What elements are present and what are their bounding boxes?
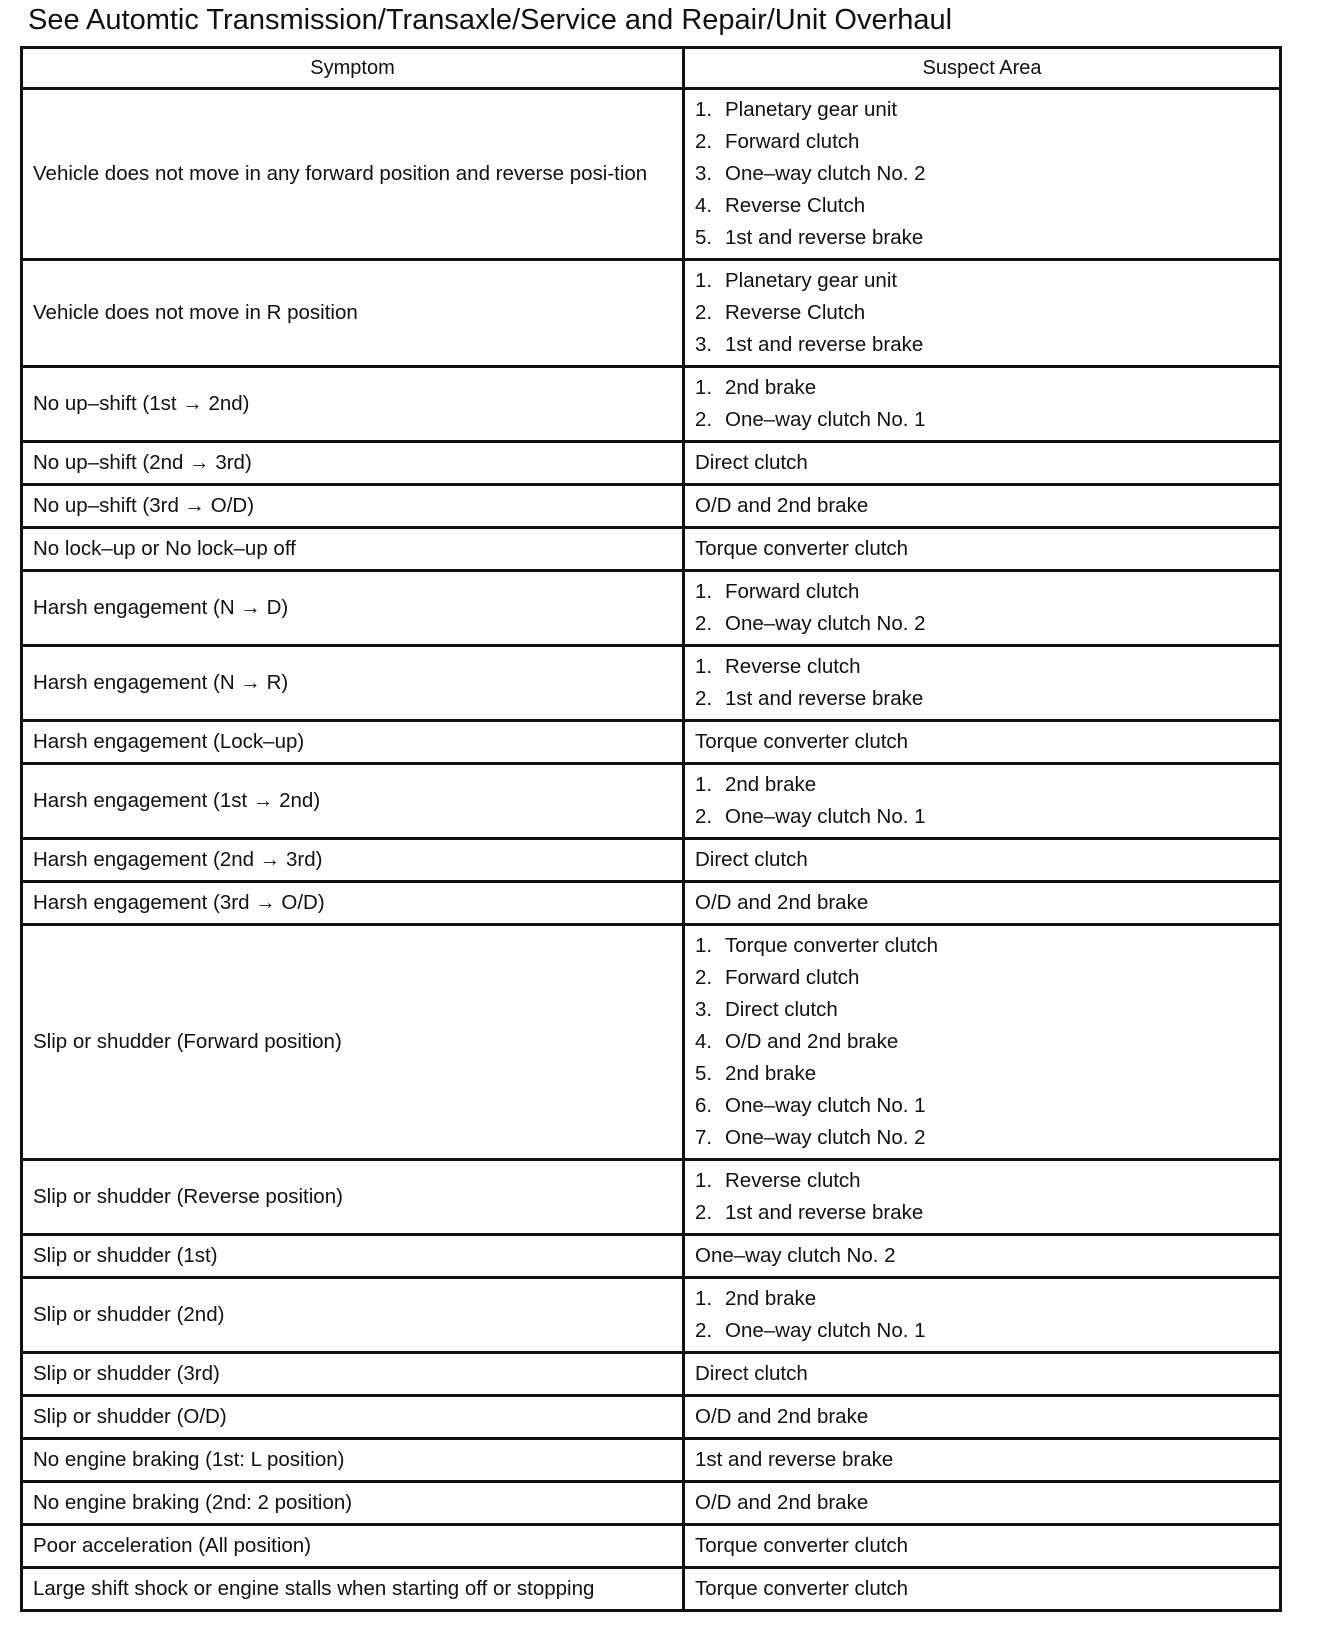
list-number: 4. [695, 1030, 713, 1053]
list-number: 2. [695, 612, 713, 635]
suspect-list-item [695, 1315, 1269, 1347]
list-number: 2. [695, 805, 713, 828]
table-row [22, 571, 1281, 646]
suspect-text: O/D and 2nd brake [695, 494, 869, 517]
list-number: 7. [695, 1126, 713, 1149]
suspect-text: 1st and reverse brake [695, 1448, 894, 1471]
suspect-area-cell [684, 882, 1281, 925]
suspect-list-item [695, 265, 1269, 297]
suspect-list [695, 265, 1269, 361]
suspect-list-item [695, 190, 1269, 222]
symptom-cell: Vehicle does not move in R position [22, 260, 684, 367]
table-header-row [22, 48, 1281, 89]
suspect-list-item [695, 930, 1269, 962]
suspect-list-item [695, 1122, 1269, 1154]
table-row [22, 485, 1281, 528]
suspect-text: Direct clutch [695, 451, 808, 474]
suspect-text: Forward clutch [725, 130, 860, 153]
table-row [22, 1353, 1281, 1396]
list-number: 1. [695, 655, 713, 678]
suspect-list [695, 769, 1269, 833]
suspect-list-item [695, 1283, 1269, 1315]
symptom-cell: No up–shift (3rd → O/D) [22, 485, 684, 528]
suspect-list-item [695, 962, 1269, 994]
suspect-text: Torque converter clutch [695, 1577, 909, 1600]
suspect-area-cell [684, 1160, 1281, 1235]
table-row [22, 721, 1281, 764]
suspect-list-item [695, 94, 1269, 126]
list-number: 2. [695, 130, 713, 153]
suspect-list [695, 1165, 1269, 1229]
suspect-text: 2nd brake [725, 1287, 817, 1310]
symptom-cell: No engine braking (2nd: 2 position) [22, 1482, 684, 1525]
table-row [22, 1525, 1281, 1568]
suspect-list-item [695, 126, 1269, 158]
suspect-list-item [695, 769, 1269, 801]
list-number: 1. [695, 376, 713, 399]
suspect-list-item [695, 576, 1269, 608]
suspect-list-item [695, 329, 1269, 361]
suspect-list-item [695, 994, 1269, 1026]
suspect-text: Reverse clutch [725, 1169, 861, 1192]
suspect-text: One–way clutch No. 1 [725, 1319, 926, 1342]
suspect-text: O/D and 2nd brake [725, 1030, 899, 1053]
suspect-text: Planetary gear unit [725, 98, 898, 121]
list-number: 1. [695, 1287, 713, 1310]
table-row [22, 925, 1281, 1160]
suspect-area-cell [684, 89, 1281, 260]
suspect-text: One–way clutch No. 2 [725, 162, 926, 185]
list-number: 2. [695, 1201, 713, 1224]
suspect-area-cell [684, 442, 1281, 485]
symptom-cell: No up–shift (1st → 2nd) [22, 367, 684, 442]
suspect-list [695, 576, 1269, 640]
suspect-area-cell [684, 925, 1281, 1160]
list-number: 3. [695, 998, 713, 1021]
suspect-text: Torque converter clutch [695, 730, 909, 753]
suspect-text: 2nd brake [725, 773, 817, 796]
suspect-area-cell [684, 1568, 1281, 1611]
suspect-area-cell [684, 1278, 1281, 1353]
suspect-list-item [695, 651, 1269, 683]
suspect-area-cell [684, 1396, 1281, 1439]
table-row [22, 89, 1281, 260]
list-number: 3. [695, 162, 713, 185]
suspect-text: Torque converter clutch [695, 1534, 909, 1557]
suspect-text: O/D and 2nd brake [695, 891, 869, 914]
list-number: 1. [695, 1169, 713, 1192]
suspect-text: One–way clutch No. 2 [695, 1244, 896, 1267]
suspect-area-column-header: Suspect Area [684, 48, 1281, 89]
symptom-cell: No lock–up or No lock–up off [22, 528, 684, 571]
symptom-cell: Harsh engagement (1st → 2nd) [22, 764, 684, 839]
table-row [22, 442, 1281, 485]
page-title: See Automtic Transmission/Transaxle/Service and Repair/Unit Overhaul [28, 4, 953, 36]
suspect-text: One–way clutch No. 2 [725, 612, 926, 635]
suspect-text: Planetary gear unit [725, 269, 898, 292]
list-number: 5. [695, 1062, 713, 1085]
table-row [22, 1482, 1281, 1525]
symptom-cell: Slip or shudder (1st) [22, 1235, 684, 1278]
list-number: 2. [695, 301, 713, 324]
suspect-text: 1st and reverse brake [725, 687, 924, 710]
suspect-area-cell [684, 1235, 1281, 1278]
suspect-text: O/D and 2nd brake [695, 1405, 869, 1428]
suspect-text: Reverse Clutch [725, 194, 866, 217]
suspect-list-item [695, 1026, 1269, 1058]
suspect-list-item [695, 683, 1269, 715]
suspect-text: O/D and 2nd brake [695, 1491, 869, 1514]
suspect-area-cell [684, 764, 1281, 839]
suspect-text: 2nd brake [725, 376, 817, 399]
symptom-cell: Slip or shudder (O/D) [22, 1396, 684, 1439]
suspect-text: Reverse Clutch [725, 301, 866, 324]
table-row [22, 1160, 1281, 1235]
symptom-cell: Harsh engagement (2nd → 3rd) [22, 839, 684, 882]
list-number: 2. [695, 1319, 713, 1342]
suspect-list-item [695, 404, 1269, 436]
suspect-list-item [695, 1165, 1269, 1197]
suspect-area-cell [684, 260, 1281, 367]
list-number: 1. [695, 269, 713, 292]
suspect-list-item [695, 372, 1269, 404]
table-row [22, 367, 1281, 442]
suspect-list [695, 651, 1269, 715]
suspect-text: Torque converter clutch [695, 537, 909, 560]
suspect-text: Reverse clutch [725, 655, 861, 678]
suspect-area-cell [684, 646, 1281, 721]
suspect-text: One–way clutch No. 2 [725, 1126, 926, 1149]
suspect-area-cell [684, 1482, 1281, 1525]
suspect-list-item [695, 1058, 1269, 1090]
suspect-area-cell [684, 1439, 1281, 1482]
suspect-area-cell [684, 721, 1281, 764]
suspect-list-item [695, 801, 1269, 833]
suspect-text: 1st and reverse brake [725, 333, 924, 356]
suspect-text: One–way clutch No. 1 [725, 1094, 926, 1117]
suspect-list-item [695, 158, 1269, 190]
symptom-table [20, 46, 1282, 1612]
suspect-area-cell [684, 1353, 1281, 1396]
suspect-list-item [695, 608, 1269, 640]
list-number: 2. [695, 966, 713, 989]
list-number: 1. [695, 773, 713, 796]
suspect-area-cell [684, 485, 1281, 528]
suspect-text: One–way clutch No. 1 [725, 805, 926, 828]
suspect-text: Direct clutch [725, 998, 838, 1021]
suspect-area-cell [684, 839, 1281, 882]
suspect-list [695, 94, 1269, 254]
suspect-area-cell [684, 528, 1281, 571]
suspect-list-item [695, 1090, 1269, 1122]
table-row [22, 528, 1281, 571]
table-row [22, 839, 1281, 882]
symptom-cell: Slip or shudder (3rd) [22, 1353, 684, 1396]
table-row [22, 646, 1281, 721]
suspect-text: Torque converter clutch [725, 934, 939, 957]
list-number: 3. [695, 333, 713, 356]
table-row [22, 1568, 1281, 1611]
suspect-text: 1st and reverse brake [725, 226, 924, 249]
list-number: 1. [695, 934, 713, 957]
list-number: 6. [695, 1094, 713, 1117]
table-row [22, 1439, 1281, 1482]
suspect-list [695, 930, 1269, 1154]
suspect-area-cell [684, 1525, 1281, 1568]
table-row [22, 260, 1281, 367]
suspect-list [695, 1283, 1269, 1347]
suspect-text: 2nd brake [725, 1062, 817, 1085]
symptom-cell: No engine braking (1st: L position) [22, 1439, 684, 1482]
list-number: 1. [695, 580, 713, 603]
suspect-list-item [695, 1197, 1269, 1229]
list-number: 4. [695, 194, 713, 217]
suspect-list-item [695, 222, 1269, 254]
list-number: 1. [695, 98, 713, 121]
symptom-cell: Poor acceleration (All position) [22, 1525, 684, 1568]
suspect-area-cell [684, 367, 1281, 442]
table-row [22, 764, 1281, 839]
symptom-cell: Slip or shudder (Forward position) [22, 925, 684, 1160]
suspect-list [695, 372, 1269, 436]
symptom-cell: Harsh engagement (N → R) [22, 646, 684, 721]
symptom-cell: Harsh engagement (N → D) [22, 571, 684, 646]
symptom-cell: No up–shift (2nd → 3rd) [22, 442, 684, 485]
symptom-cell: Harsh engagement (3rd → O/D) [22, 882, 684, 925]
suspect-text: Forward clutch [725, 580, 860, 603]
table-row [22, 1396, 1281, 1439]
suspect-text: Forward clutch [725, 966, 860, 989]
table-body [22, 89, 1281, 1611]
symptom-cell: Harsh engagement (Lock–up) [22, 721, 684, 764]
suspect-text: 1st and reverse brake [725, 1201, 924, 1224]
symptom-cell: Slip or shudder (2nd) [22, 1278, 684, 1353]
table-row [22, 882, 1281, 925]
symptom-column-header: Symptom [22, 48, 684, 89]
suspect-text: One–way clutch No. 1 [725, 408, 926, 431]
suspect-text: Direct clutch [695, 1362, 808, 1385]
table-row [22, 1278, 1281, 1353]
symptom-cell: Vehicle does not move in any forward position and reverse posi-tion [22, 89, 684, 260]
symptom-cell: Large shift shock or engine stalls when starting off or stopping [22, 1568, 684, 1611]
symptom-cell: Slip or shudder (Reverse position) [22, 1160, 684, 1235]
suspect-text: Direct clutch [695, 848, 808, 871]
table-row [22, 1235, 1281, 1278]
list-number: 2. [695, 687, 713, 710]
suspect-list-item [695, 297, 1269, 329]
list-number: 5. [695, 226, 713, 249]
list-number: 2. [695, 408, 713, 431]
suspect-area-cell [684, 571, 1281, 646]
